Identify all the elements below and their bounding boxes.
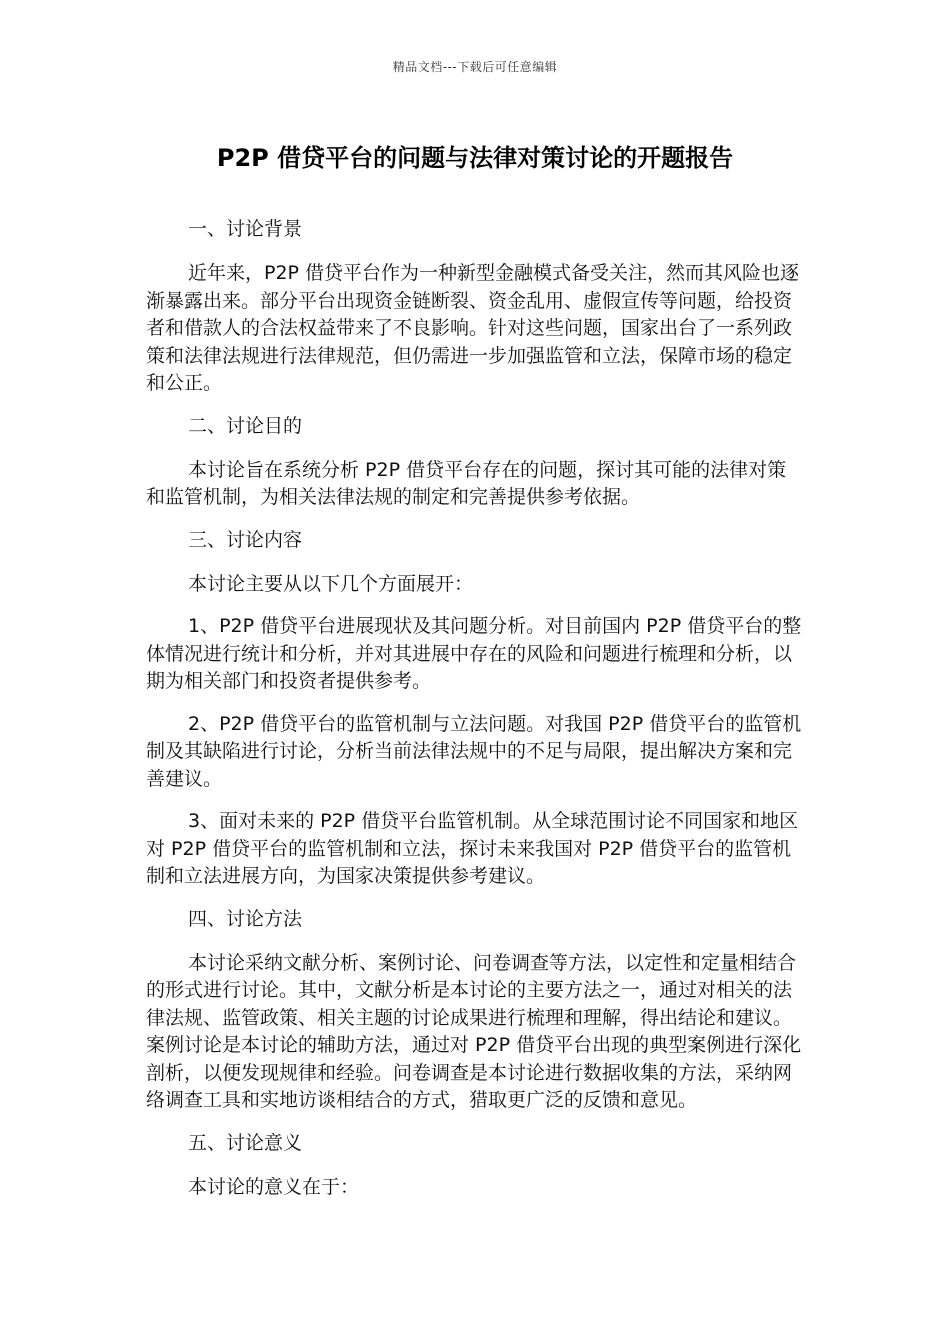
section-heading-background: 一、讨论背景 [188,218,303,240]
paragraph-background: 近年来，P2P 借贷平台作为一种新型金融模式备受关注，然而其风险也逐渐暴露出来。部分平台出现资金链断裂、资金乱用、虚假宣传等问题，给投资者和借款人的合法权益带来了不良影响。针对这些问题，国家出台了一系列政策和法律法规进行法律规范，但仍需进一步加强监管和立法，保障市场的稳定和公正。 [146,262,800,394]
section-heading-significance: 五、讨论意义 [188,1131,303,1154]
header-note: 精品文档---下载后可任意编辑 [392,60,558,74]
paragraph-content-item-1: 1、P2P 借贷平台进展现状及其问题分析。对目前国内 P2P 借贷平台的整体情况进行统计和分析，并对其进展中存在的风险和问题进行梳理和分析，以期为相关部门和投资者提供参考。 [146,615,802,692]
document-body [146,216,802,1216]
paragraph-content-intro: 本讨论主要从以下几个方面展开： [188,572,474,595]
paragraph-content-item-3: 3、面对未来的 P2P 借贷平台监管机制。从全球范围讨论不同国家和地区对 P2P 借贷平台的监管机制和立法，探讨未来我国对 P2P 借贷平台的监管机制和立法进展方向，为国家决策提供参考建议。 [146,810,799,887]
paragraph-method: 本讨论采纳文献分析、案例讨论、问卷调查等方法，以定性和定量相结合的形式进行讨论。其中，文献分析是本讨论的主要方法之一，通过对相关的法律法规、监管政策、相关主题的讨论成果进行梳理和理解，得出结论和建议。案例讨论是本讨论的辅助方法，通过对 P2P 借贷平台出现的典型案例进行深化剖析，以便发现规律和经验。问卷调查是本讨论进行数据收集的方法，采纳网络调查工具和实地访谈相结合的方式，猎取更广泛的反馈和意见。 [146,951,802,1111]
section-heading-content: 三、讨论内容 [188,528,303,551]
paragraph-significance-intro: 本讨论的意义在于： [188,1175,360,1198]
document-title: P2P 借贷平台的问题与法律对策讨论的开题报告 [216,144,734,172]
paragraph-content-item-2: 2、P2P 借贷平台的监管机制与立法问题。对我国 P2P 借贷平台的监管机制及其缺陷进行讨论，分析当前法律法规中的不足与局限，提出解决方案和完善建议。 [146,712,802,790]
section-heading-purpose: 二、讨论目的 [188,414,303,437]
section-heading-method: 四、讨论方法 [188,907,303,930]
paragraph-purpose: 本讨论旨在系统分析 P2P 借贷平台存在的问题，探讨其可能的法律对策和监管机制，为相关法律法规的制定和完善提供参考依据。 [146,458,787,508]
